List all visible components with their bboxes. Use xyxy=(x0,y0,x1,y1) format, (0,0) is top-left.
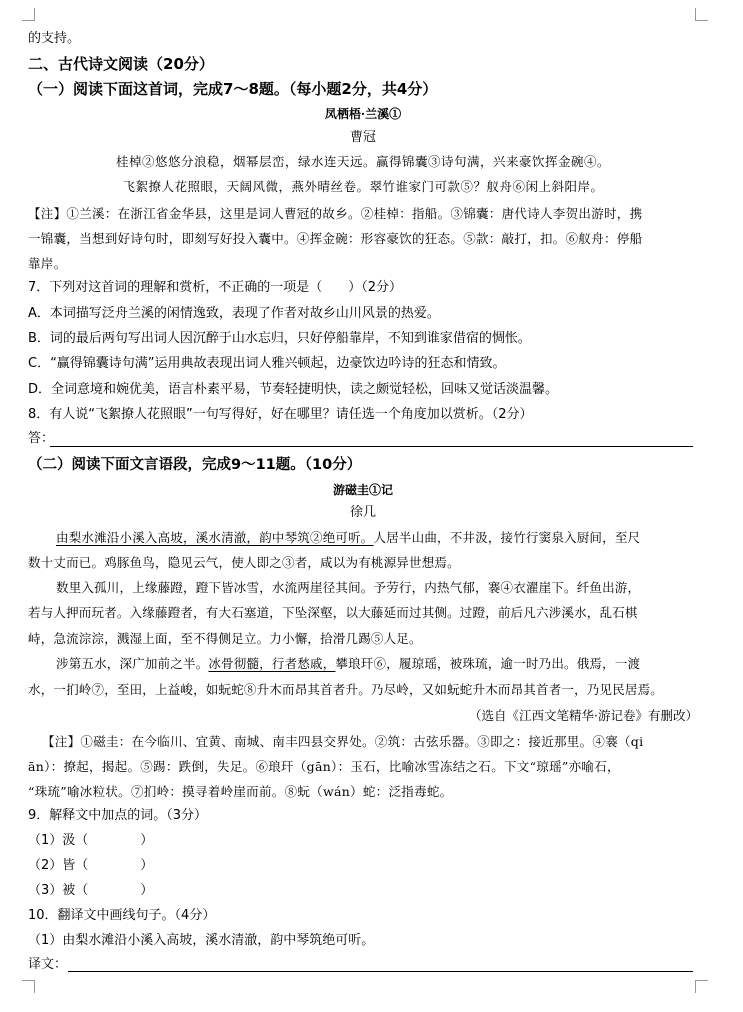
prose-text: 数十丈而已。鸡豚鱼鸟，隐见云气，使人即之③者，咸以为有桃源异世想焉。 xyxy=(28,555,460,570)
poem-title: 凤栖梧·兰溪① xyxy=(324,107,402,121)
prose-source: （选自《江西文笔精华·游记卷》有删改） xyxy=(469,708,698,723)
translation-label: 译文： xyxy=(28,957,68,972)
question-8: 8．有人说“飞絮撩人花照眼”一句写得好，好在哪里？请任选一个角度加以赏析。（2分） xyxy=(28,407,533,422)
prose-paragraph-3 xyxy=(56,654,696,674)
crop-mark-top-left xyxy=(22,8,35,21)
question-9-item-3: （3）被（ ） xyxy=(28,883,154,898)
subsection-heading-prose: （二）阅读下面文言语段，完成9～11题。（10分） xyxy=(28,457,362,473)
prose-author: 徐几 xyxy=(349,505,376,520)
prose-note: 【注】①磁圭：在今临川、宜黄、南城、南丰四县交界处。②筑：古弦乐器。③即之：接近那里。④褰（qi xyxy=(42,734,644,749)
answer-label: 答： xyxy=(28,431,55,446)
question-9-item-1: （1）汲（ ） xyxy=(28,833,154,848)
prose-paragraph-1 xyxy=(56,528,696,548)
crop-mark-top-right xyxy=(695,8,708,21)
crop-mark-bottom-right xyxy=(695,980,708,993)
question-7: 7．下列对这首词的理解和赏析，不正确的一项是（ ）（2分） xyxy=(28,280,403,295)
poem-note: 【注】①兰溪：在浙江省金华县，这里是词人曹冠的故乡。②桂棹：指船。③锦囊：唐代诗人李贺出游时，携 xyxy=(28,206,643,221)
answer-line[interactable] xyxy=(50,446,693,447)
question-9-item-2: （2）皆（ ） xyxy=(28,858,154,873)
poem-note: 靠岸。 xyxy=(28,256,67,271)
prose-text: 若与人押而玩者。入缘藤蹬者，有大石塞道，下坠深壑，以大藤延而过其侧。过蹬，前后凡六涉溪水，乱石棋 xyxy=(28,605,638,620)
prose-title: 游磁圭①记 xyxy=(332,483,393,497)
prose-paragraph-2: 数里入孤川，上缘藤蹬，蹬下皆冰雪，水流两崖径其间。予劳行，内热气郁，褰④衣濯崖下。纤鱼出游， xyxy=(56,580,641,595)
prose-text: 峙，急流淙淙，溅湿上面，至不得侧足立。力小懈，拾滑几踢⑤人足。 xyxy=(28,631,422,646)
prose-note: ān）：撩起，揭起。⑤踢：跌倒，失足。⑥琅玕（gān）：玉石，比喻冰雪冻结之石。下文“琼瑶”亦喻石， xyxy=(28,759,620,774)
text-line: 的支持。 xyxy=(28,31,81,46)
poem-stanza-1: 桂棹②悠悠分浪稳，烟幂层峦，绿水连天远。赢得锦囊③诗句满，兴来豪饮挥金碗④。 xyxy=(115,154,610,169)
translation-answer-line[interactable] xyxy=(68,971,693,972)
poem-author: 曹冠 xyxy=(349,130,376,145)
prose-text: 人居半山曲，不井汲，接竹行窦泉入厨间，至尺 xyxy=(373,530,641,545)
subsection-heading-poem: （一）阅读下面这首词，完成7～8题。（每小题2分，共4分） xyxy=(28,80,438,98)
poem-stanza-2: 飞絮撩人花照眼，天阔风微，燕外晴丝卷。翠竹谁家门可款⑤？舣舟⑥闲上斜阳岸。 xyxy=(122,179,604,194)
option-b: B．词的最后两句写出词人因沉醉于山水忘归，只好停船靠岸，不知到谁家借宿的惆怅。 xyxy=(28,331,531,346)
prose-text: 攀琅玕⑥，履琼瑶，被珠琉，逾一时乃出。俄焉，一渡 xyxy=(335,656,641,671)
prose-note: “珠琉”喻冰粒状。⑦扪岭：摸寻着岭崖而前。⑧蚖（wán）蛇：泛指毒蛇。 xyxy=(28,784,453,799)
question-10: 10．翻译文中画线句子。（4分） xyxy=(28,908,216,923)
underlined-sentence: 冰骨彻髓，行者愁戚， xyxy=(208,656,336,671)
section-heading-poetry: 二、古代诗文阅读（20分） xyxy=(28,55,214,73)
underlined-sentence: 由梨水滩沿小溪入高坡，溪水清澈，韵中琴筑②绝可听。 xyxy=(56,530,374,545)
question-9: 9．解释文中加点的词。（3分） xyxy=(28,808,208,823)
prose-text: 涉第五水，深广加前之半。 xyxy=(56,656,209,671)
option-c: C．“赢得锦囊诗句满”运用典故表现出词人雅兴顿起，边豪饮边吟诗的狂态和情致。 xyxy=(28,356,506,371)
option-a: A．本词描写泛舟兰溪的闲情逸致，表现了作者对故乡山川风景的热爱。 xyxy=(28,306,440,321)
crop-mark-bottom-left xyxy=(22,980,35,993)
prose-text: 水，一扪岭⑦，至田，上益峻，如蚖蛇⑧升木而昂其首者升。乃尽岭，又如蚖蛇升木而昂其首者一，乃见民居焉。 xyxy=(28,682,664,697)
question-10-item-1: （1）由梨水滩沿小溪入高坡，溪水清澈，韵中琴筑绝可听。 xyxy=(28,933,375,948)
poem-note: 一锦囊，当想到好诗句时，即刻写好投入囊中。④挥金碗：形容豪饮的狂态。⑤款：敲打，扣。⑥舣舟：停船 xyxy=(28,231,643,246)
option-d: D．全词意境和婉优美，语言朴素平易，节奏轻捷明快，读之颇觉轻松，回味又觉话淡温馨。 xyxy=(28,382,559,397)
